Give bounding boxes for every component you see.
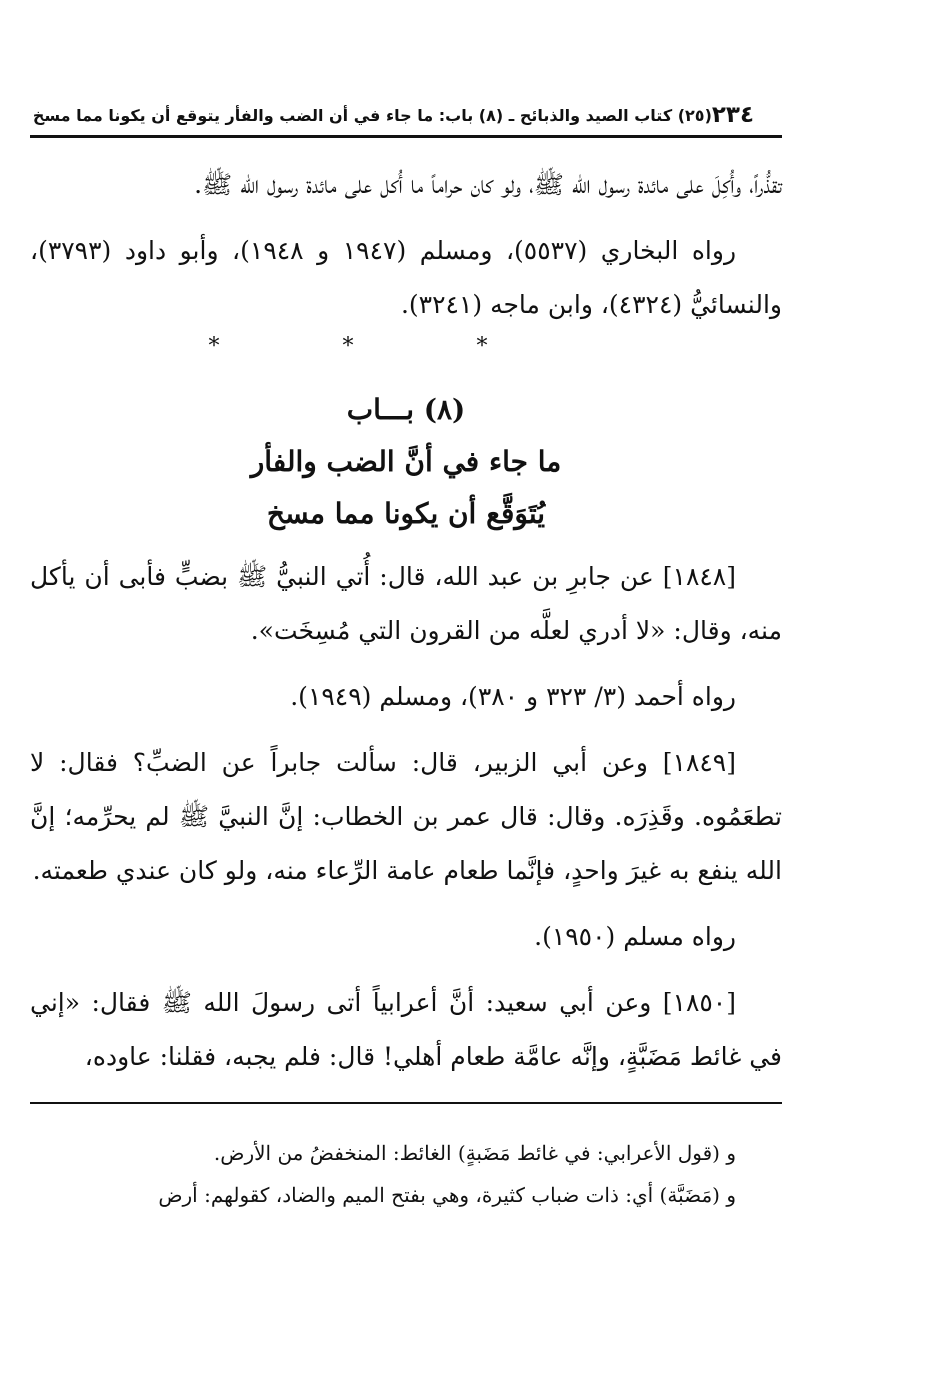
running-title: (٢٥) كتاب الصيد والذبائح ـ (٨) باب: ما جاء في أن الضب والفأر يتوقع أن يكونا مما مسخ — [32, 105, 712, 125]
page-number: ٢٣٤ — [711, 102, 754, 128]
chapter-title-line-1: ما جاء في أنَّ الضب والفأر — [250, 445, 562, 478]
continued-paragraph: تقذُّراً، وأُكِلَ على مائدة رسول الله ﷺ، ولو كان حراماً ما أُكل على مائدة رسول الله ﷺ. — [194, 170, 782, 199]
footnote-line-1: و (قول الأعرابي: في غائط مَضَبةٍ) الغائط: المنخفضُ من الأرض. — [213, 1141, 736, 1165]
book-page — [30, 95, 782, 1355]
hadith-1848: [١٨٤٨] عن جابرِ بن عبد الله، قال: أُتي النبيُّ ﷺ بضبٍّ فأبى أن يأكل منه، وقال: «لا أدري لعلَّه من القرون التي مُسِخَت». — [30, 562, 782, 645]
reference-1849: رواه مسلم (١٩٥٠). — [534, 922, 736, 951]
section-separator: * * * — [208, 334, 546, 359]
chapter-number: (٨) بـــاب — [346, 393, 466, 426]
hadith-1849: [١٨٤٩] وعن أبي الزبير، قال: سألت جابراً عن الضبِّ؟ فقال: لا تطعَمُوه. وقَذِرَه. وقال: قال عمر بن الخطاب: إنَّ النبيَّ ﷺ لم يحرِّمه؛ إنَّ الله ينفع به غيرَ واحدٍ، فإنَّما طعام عامة الرِّعاء منه، ولو كان عندي طعمته. — [30, 748, 782, 885]
hadith-1850: [١٨٥٠] وعن أبي سعيد: أنَّ أعرابياً أتى رسولَ الله ﷺ فقال: «إني في غائط مَضَبَّةٍ، وإنَّه عامَّة طعام أهلي! قال: فلم يجبه، فقلنا: عاوده، — [30, 988, 782, 1071]
chapter-title-line-2: يُتَوَقَّع أن يكونا مما مسخ — [266, 497, 546, 530]
page-header — [30, 95, 782, 138]
footnote-divider — [30, 1102, 782, 1104]
reference-1848: رواه أحمد (٣/ ٣٢٣ و ٣٨٠)، ومسلم (١٩٤٩). — [290, 682, 736, 711]
footnote-line-2: و (مَضَبَّة) أي: ذات ضباب كثيرة، وهي بفتح الميم والضاد، كقولهم: أرض — [158, 1183, 736, 1207]
reference-line: رواه البخاري (٥٥٣٧)، ومسلم (١٩٤٧ و ١٩٤٨)، وأبو داود (٣٧٩٣)، والنسائيُّ (٤٣٢٤)، وابن ماجه (٣٢٤١). — [30, 236, 782, 319]
